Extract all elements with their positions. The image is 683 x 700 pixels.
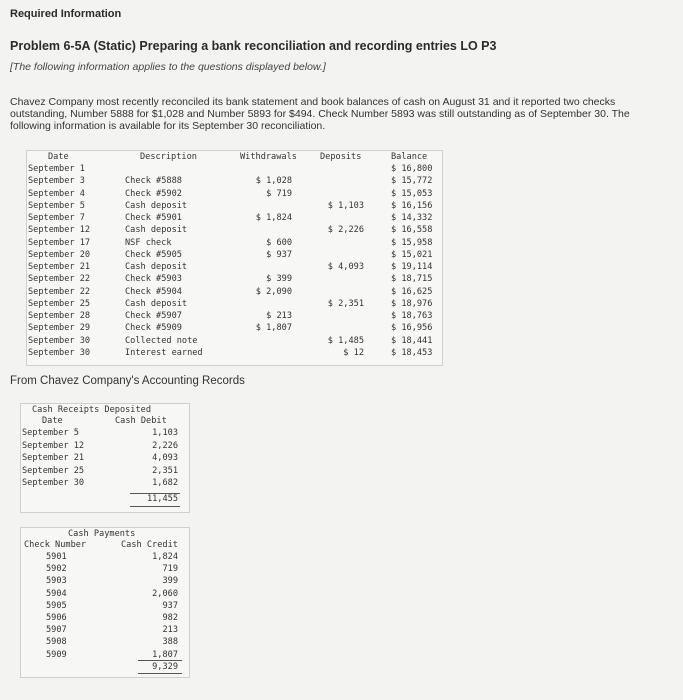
payment-row-amount: 388 <box>162 637 178 648</box>
col-header-deposits: Deposits <box>320 152 362 162</box>
cash-payments-col-amount: Cash Credit <box>121 540 178 550</box>
required-information-heading: Required Information <box>10 8 122 20</box>
bank-row-balance: $ 14,332 <box>391 213 433 223</box>
bank-row-deposit: $ 2,226 <box>327 225 364 236</box>
problem-title: Problem 6-5A (Static) Preparing a bank reconciliation and recording entries LO P3 <box>10 39 497 53</box>
cash-receipts-total: 11,455 <box>146 494 178 504</box>
payment-row-check-number: 5901 <box>46 552 67 562</box>
bank-row-description: Cash deposit <box>125 262 188 272</box>
bank-row-balance: $ 16,800 <box>391 164 433 174</box>
bank-row-balance: $ 16,558 <box>391 225 433 236</box>
cash-payments-total: 9,329 <box>152 662 178 672</box>
payment-row-check-number: 5908 <box>46 637 67 648</box>
receipt-row-amount: 4,093 <box>152 453 178 463</box>
payment-row-amount: 1,807 <box>152 649 178 660</box>
payment-row-check-number: 5903 <box>46 576 67 587</box>
bank-row-balance: $ 16,625 <box>391 286 433 297</box>
bank-row-balance: $ 15,053 <box>391 188 433 199</box>
payment-row-check-number: 5902 <box>46 564 67 575</box>
problem-description: Chavez Company most recently reconciled its bank statement and book balances of cash on August 31 and it reported two checks outstanding, Number 5888 for $1,028 and Number 5893 for $494. Check Number 5893 was still outstanding as of September 30. The following information is available for its September 30 reconciliation. <box>10 96 630 132</box>
bank-row-deposit: $ 12 <box>343 347 364 358</box>
bank-row-balance: $ 18,441 <box>391 335 433 346</box>
bank-row-date: September 29 <box>28 323 91 334</box>
payment-row-amount: 937 <box>162 600 178 611</box>
payment-row-check-number: 5907 <box>46 625 67 636</box>
col-header-withdrawals: Withdrawals <box>240 152 297 162</box>
bank-row-balance: $ 15,021 <box>391 249 433 260</box>
payment-row-amount: 2,060 <box>152 588 178 599</box>
bank-row-balance: $ 19,114 <box>391 262 433 272</box>
bank-row-deposit: $ 1,103 <box>327 200 364 211</box>
payment-row-check-number: 5905 <box>46 600 67 611</box>
payment-row-amount: 719 <box>162 564 178 575</box>
bank-row-date: September 22 <box>28 286 91 297</box>
bank-row-description: Collected note <box>125 335 198 346</box>
payments-total-underline <box>138 673 182 674</box>
bank-row-balance: $ 16,956 <box>391 323 433 334</box>
bank-row-balance: $ 18,453 <box>391 347 433 358</box>
bank-row-description: Check #5905 <box>125 249 182 260</box>
bank-row-description: Cash deposit <box>125 225 188 236</box>
bank-row-date: September 12 <box>28 225 91 236</box>
bank-row-withdrawal: $ 399 <box>266 274 292 285</box>
col-header-balance: Balance <box>391 152 428 162</box>
bank-row-description: Check #5902 <box>125 188 182 199</box>
cash-receipts-title: Cash Receipts Deposited <box>32 405 151 415</box>
bank-row-date: September 25 <box>28 298 91 309</box>
bank-row-description: Cash deposit <box>125 298 188 309</box>
payment-row-check-number: 5909 <box>46 649 67 660</box>
bank-row-date: September 17 <box>28 237 91 248</box>
bank-row-withdrawal: $ 1,807 <box>255 323 292 334</box>
bank-row-balance: $ 15,958 <box>391 237 433 248</box>
payment-row-amount: 1,824 <box>152 552 178 562</box>
bank-row-date: September 3 <box>28 176 85 187</box>
bank-row-date: September 4 <box>28 188 85 199</box>
bank-row-withdrawal: $ 2,090 <box>255 286 292 297</box>
receipt-row-date: September 25 <box>22 465 85 476</box>
bank-row-date: September 5 <box>28 200 85 211</box>
bank-row-deposit: $ 1,485 <box>327 335 364 346</box>
accounting-records-title: From Chavez Company's Accounting Records <box>10 375 245 387</box>
bank-row-balance: $ 18,715 <box>391 274 433 285</box>
bank-row-date: September 28 <box>28 311 91 321</box>
bank-row-description: Check #5907 <box>125 311 182 321</box>
payments-total-rule <box>138 660 182 661</box>
bank-row-description: Check #5903 <box>125 274 182 285</box>
bank-row-date: September 20 <box>28 249 91 260</box>
receipt-row-amount: 1,682 <box>152 478 178 488</box>
bank-row-date: September 1 <box>28 164 85 174</box>
bank-row-balance: $ 16,156 <box>391 200 433 211</box>
bank-row-description: Check #5888 <box>125 176 182 187</box>
bank-row-description: Cash deposit <box>125 200 188 211</box>
cash-payments-title: Cash Payments <box>68 529 136 539</box>
payment-row-check-number: 5906 <box>46 613 67 623</box>
receipt-row-date: September 5 <box>22 428 79 438</box>
bank-row-withdrawal: $ 937 <box>266 249 292 260</box>
bank-row-description: NSF check <box>125 237 172 248</box>
bank-row-withdrawal: $ 1,028 <box>255 176 292 187</box>
bank-row-deposit: $ 4,093 <box>327 262 364 272</box>
receipt-row-amount: 2,351 <box>152 465 178 476</box>
bank-row-date: September 7 <box>28 213 85 223</box>
payment-row-check-number: 5904 <box>46 588 67 599</box>
bank-row-date: September 21 <box>28 262 91 272</box>
cash-payments-col-number: Check Number <box>24 540 87 550</box>
bank-row-withdrawal: $ 719 <box>266 188 292 199</box>
applies-note: [The following information applies to the questions displayed below.] <box>10 61 326 73</box>
payment-row-amount: 982 <box>162 613 178 623</box>
col-header-date: Date <box>48 152 69 162</box>
bank-row-balance: $ 18,976 <box>391 298 433 309</box>
bank-row-date: September 22 <box>28 274 91 285</box>
bank-row-withdrawal: $ 213 <box>266 311 292 321</box>
bank-row-deposit: $ 2,351 <box>327 298 364 309</box>
receipt-row-amount: 1,103 <box>152 428 178 438</box>
bank-row-balance: $ 15,772 <box>391 176 433 187</box>
payment-row-amount: 399 <box>162 576 178 587</box>
cash-receipts-col-date: Date <box>42 416 63 426</box>
cash-receipts-col-amount: Cash Debit <box>115 416 167 426</box>
receipt-row-date: September 21 <box>22 453 85 463</box>
col-header-description: Description <box>140 152 197 162</box>
bank-row-balance: $ 18,763 <box>391 311 433 321</box>
bank-row-withdrawal: $ 1,824 <box>255 213 292 223</box>
bank-row-description: Check #5904 <box>125 286 182 297</box>
bank-row-description: Check #5901 <box>125 213 182 223</box>
payment-row-amount: 213 <box>162 625 178 636</box>
bank-row-withdrawal: $ 600 <box>266 237 292 248</box>
bank-row-date: September 30 <box>28 335 91 346</box>
bank-row-description: Interest earned <box>125 347 203 358</box>
receipt-row-date: September 30 <box>22 478 85 488</box>
bank-row-description: Check #5909 <box>125 323 182 334</box>
receipts-total-underline <box>130 506 180 507</box>
receipt-row-amount: 2,226 <box>152 440 178 451</box>
bank-row-date: September 30 <box>28 347 91 358</box>
receipt-row-date: September 12 <box>22 440 85 451</box>
